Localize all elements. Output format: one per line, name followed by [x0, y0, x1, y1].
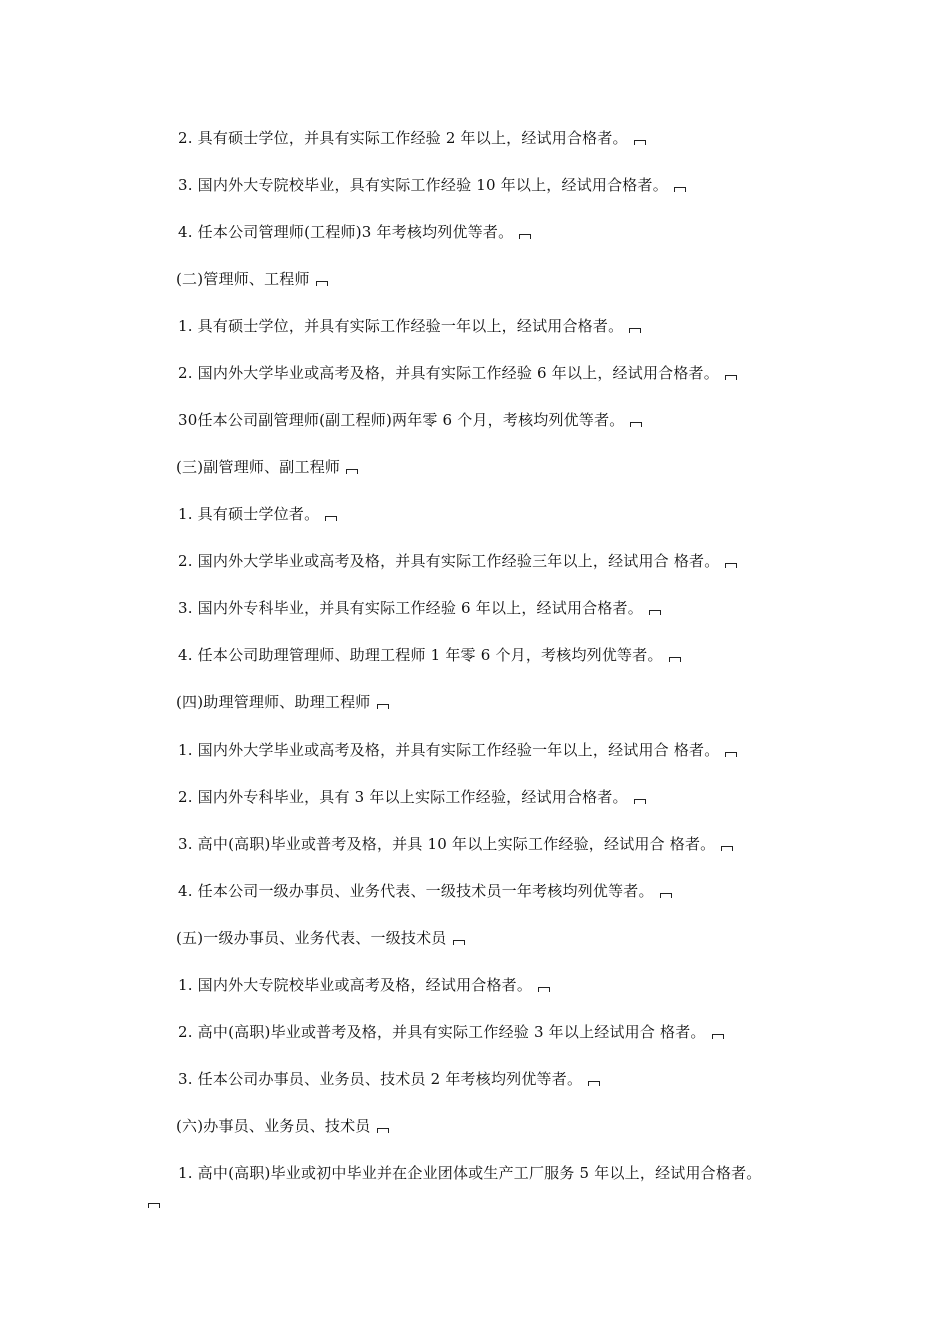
line-text: 4. 任本公司一级办事员、业务代表、一级技术员一年考核均列优等者。: [178, 882, 654, 900]
line-text: 2. 高中(高职)毕业或普考及格，并具有实际工作经验 3 年以上经试用合 格者。: [178, 1023, 706, 1041]
paragraph-mark-icon: [649, 610, 661, 615]
section-heading: [176, 457, 358, 477]
line-text: 3. 高中(高职)毕业或普考及格，并具 10 年以上实际工作经验，经试用合 格者。: [178, 835, 716, 853]
paragraph-mark-icon: [725, 563, 737, 568]
line-text: 2. 国内外大学毕业或高考及格，并具有实际工作经验三年以上，经试用合 格者。: [178, 552, 720, 570]
list-item: [178, 128, 646, 148]
list-item: [178, 645, 681, 665]
paragraph-mark-icon: [712, 1034, 724, 1039]
line-text: (四)助理管理师、助理工程师: [176, 693, 371, 711]
paragraph-mark-icon: [346, 469, 358, 474]
paragraph-mark-icon: [519, 234, 531, 239]
paragraph-mark-icon: [325, 516, 337, 521]
section-heading: [176, 1116, 389, 1136]
line-text: 1. 国内外大专院校毕业或高考及格，经试用合格者。: [178, 976, 533, 994]
line-text: 1. 具有硕士学位者。: [178, 505, 320, 523]
paragraph-mark-icon: [148, 1203, 160, 1208]
list-item: [178, 1022, 724, 1042]
line-text: 2. 国内外专科毕业，具有 3 年以上实际工作经验，经试用合格者。: [178, 788, 628, 806]
paragraph-mark-icon: [453, 940, 465, 945]
line-text: 4. 任本公司管理师(工程师)3 年考核均列优等者。: [178, 223, 514, 241]
list-item: [178, 834, 733, 854]
paragraph-mark-icon: [725, 375, 737, 380]
line-text: 3. 国内外专科毕业，并具有实际工作经验 6 年以上，经试用合格者。: [178, 599, 643, 617]
list-item: [178, 881, 672, 901]
paragraph-mark-icon: [721, 846, 733, 851]
section-heading: [176, 928, 465, 948]
section-heading: [176, 269, 328, 289]
paragraph-mark-icon: [538, 987, 550, 992]
line-text: 3. 任本公司办事员、业务员、技术员 2 年考核均列优等者。: [178, 1070, 583, 1088]
paragraph-mark-icon: [634, 799, 646, 804]
line-text: (二)管理师、工程师: [176, 270, 310, 288]
list-item: [178, 175, 686, 195]
list-item: [178, 598, 661, 618]
list-item: [178, 222, 531, 242]
list-item: [178, 975, 550, 995]
list-item: [178, 787, 646, 807]
list-item: [178, 1163, 761, 1183]
paragraph-mark-icon: [725, 752, 737, 757]
paragraph-mark-icon: [669, 657, 681, 662]
line-text: 30任本公司副管理师(副工程师)两年零 6 个月，考核均列优等者。: [178, 411, 625, 429]
list-item: [178, 504, 337, 524]
paragraph-mark-icon: [660, 893, 672, 898]
paragraph-mark-icon: [377, 704, 389, 709]
paragraph-mark-icon: [316, 281, 328, 286]
line-text: (三)副管理师、副工程师: [176, 458, 341, 476]
line-text: 2. 国内外大学毕业或高考及格，并具有实际工作经验 6 年以上，经试用合格者。: [178, 364, 719, 382]
list-item: [178, 316, 641, 336]
line-text: 3. 国内外大专院校毕业，具有实际工作经验 10 年以上，经试用合格者。: [178, 176, 668, 194]
paragraph-mark-icon: [630, 422, 642, 427]
section-heading: [176, 692, 389, 712]
line-text: 4. 任本公司助理管理师、助理工程师 1 年零 6 个月，考核均列优等者。: [178, 646, 663, 664]
list-item: [178, 410, 642, 430]
line-text: 1. 国内外大学毕业或高考及格，并具有实际工作经验一年以上，经试用合 格者。: [178, 741, 720, 759]
paragraph-mark-icon: [588, 1081, 600, 1086]
list-item: [178, 740, 737, 760]
line-text: (六)办事员、业务员、技术员: [176, 1117, 371, 1135]
paragraph-mark-icon: [377, 1128, 389, 1133]
paragraph-mark-icon: [629, 328, 641, 333]
paragraph-mark-icon: [674, 187, 686, 192]
list-item: [178, 1069, 600, 1089]
line-text: 1. 具有硕士学位，并具有实际工作经验一年以上，经试用合格者。: [178, 317, 624, 335]
line-text: 1. 高中(高职)毕业或初中毕业并在企业团体或生产工厂服务 5 年以上，经试用合格者。: [178, 1164, 762, 1182]
paragraph-mark-icon: [634, 140, 646, 145]
list-item: [178, 363, 737, 383]
list-item: [178, 551, 737, 571]
line-text: (五)一级办事员、业务代表、一级技术员: [176, 929, 447, 947]
line-text: 2. 具有硕士学位，并具有实际工作经验 2 年以上，经试用合格者。: [178, 129, 628, 147]
